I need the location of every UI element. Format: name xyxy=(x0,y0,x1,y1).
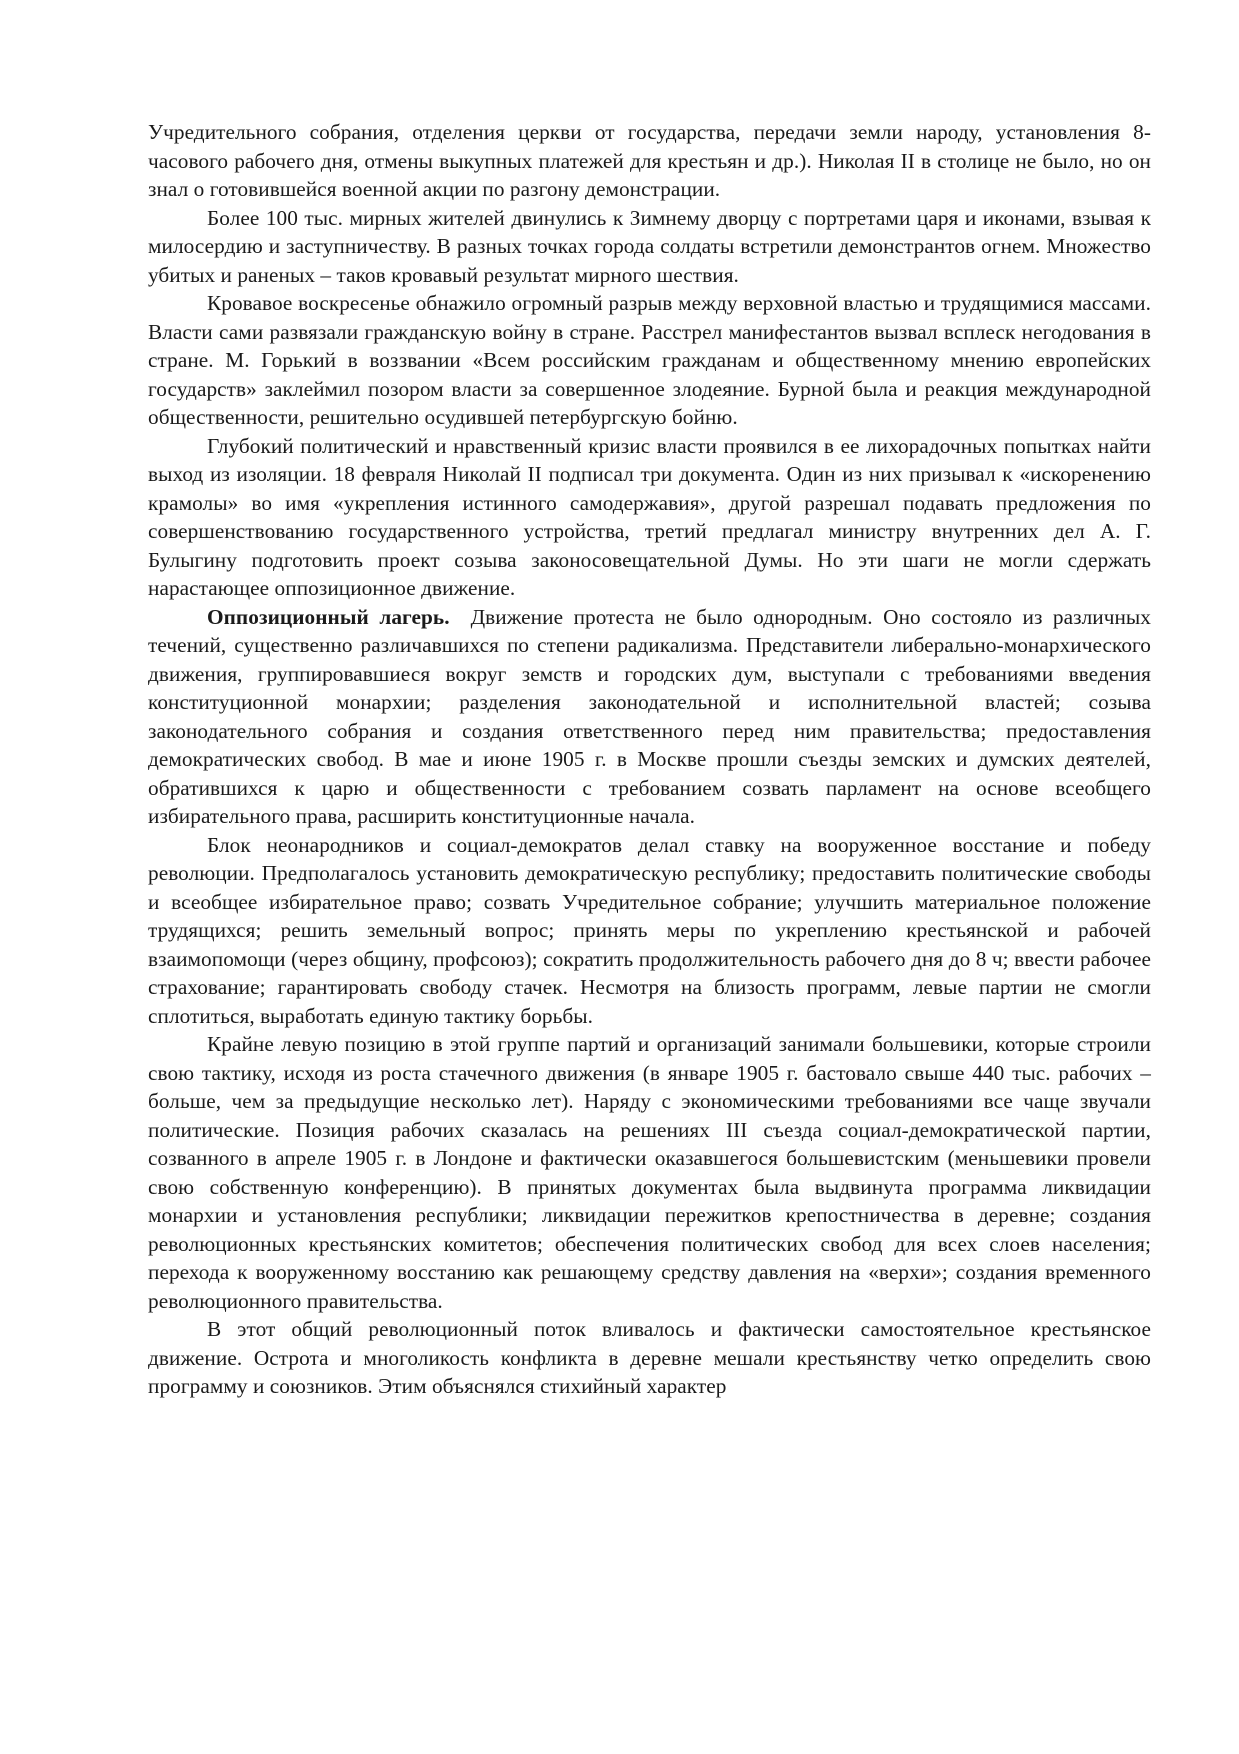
paragraph-7-text: Крайне левую позицию в этой группе партий и организаций занимали большевики, которые строили свою тактику, исходя из роста стачечного движения (в январе 1905 г. бастовало свыше 440 тыс. рабочих – больше, чем за предыдущие несколько лет). Наряду с экономическими требованиями все чаще звучали политические. Позиция рабочих сказалась на решениях III съезда социал-демократической партии, созванного в апреле 1905 г. в Лондоне и фактически оказавшегося большевистским (меньшевики провели свою собственную конференцию). В принятых документах была выдвинута программа ликвидации монархии и установления республики; ликвидации пережитков крепостничества в деревне; создания революционных крестьянских комитетов; обеспечения политических свобод для всех слоев населения; перехода к вооруженному восстанию как решающему средству давления на «верхи»; создания временного революционного правительства. xyxy=(148,1032,1151,1313)
paragraph-4-text: Глубокий политический и нравственный кризис власти проявился в ее лихорадочных попытках найти выход из изоляции. 18 февраля Николай II подписал три документа. Один из них призывал к «искоренению крамолы» во имя «укрепления истинного самодержавия», другой разрешал подавать предложения по совершенствованию государственного устройства, третий предлагал министру внутренних дел А. Г. Булыгину подготовить проект созыва законосовещательной Думы. Но эти шаги не могли сдержать нарастающее оппозиционное движение. xyxy=(148,433,1151,600)
paragraph-3-text: Кровавое воскресенье обнажило огромный разрыв между верховной властью и трудящимися массами. Власти сами развязали гражданскую войну в стране. Расстрел манифестантов вызвал всплеск негодования в стране. М. Горький в воззвании «Всем российским гражданам и общественному мнению европейских государств» заклеймил позором власти за совершенное злодеяние. Бурной была и реакция международной общественности, решительно осудившей петербургскую бойню. xyxy=(148,291,1151,429)
paragraph-4 xyxy=(148,432,1151,603)
paragraph-3 xyxy=(148,289,1151,432)
paragraph-1 xyxy=(148,118,1151,204)
paragraph-1-text: Учредительного собрания, отделения церкви от государства, передачи земли народу, установления 8-часового рабочего дня, отмены выкупных платежей для крестьян и др.). Николая II в столице не было, но он знал о готовившейся военной акции по разгону демонстрации. xyxy=(148,120,1151,201)
paragraph-6-text: Блок неонародников и социал-демократов делал ставку на вооруженное восстание и победу революции. Предполагалось установить демократическую республику; предоставить политические свободы и всеобщее избирательное право; созвать Учредительное собрание; улучшить материальное положение трудящихся; решить земельный вопрос; принять меры по укреплению крестьянской и рабочей взаимопомощи (через общину, профсоюз); сократить продолжительность рабочего дня до 8 ч; ввести рабочее страхование; гарантировать свободу стачек. Несмотря на близость программ, левые партии не смогли сплотиться, выработать единую тактику борьбы. xyxy=(148,832,1151,1028)
paragraph-5-text: Движение протеста не было однородным. Оно состояло из различных течений, существенно различавшихся по степени радикализма. Представители либерально-монархического движения, группировавшиеся вокруг земств и городских дум, выступали с требованиями введения конституционной монархии; разделения законодательной и исполнительной властей; созыва законодательного собрания и создания ответственного перед ним правительства; предоставления демократических свобод. В мае и июне 1905 г. в Москве прошли съезды земских и думских деятелей, обратившихся к царю и общественности с требованием созвать парламент на основе всеобщего избирательного права, расширить конституционные начала. xyxy=(148,604,1151,828)
paragraph-8-text: В этот общий революционный поток вливалось и фактически самостоятельное крестьянское движение. Острота и многоликость конфликта в деревне мешали крестьянству четко определить свою программу и союзников. Этим объяснялся стихийный характер xyxy=(148,1317,1151,1398)
paragraph-8 xyxy=(148,1315,1151,1401)
paragraph-2 xyxy=(148,204,1151,290)
paragraph-2-text: Более 100 тыс. мирных жителей двинулись к Зимнему дворцу с портретами царя и иконами, взывая к милосердию и заступничеству. В разных точках города солдаты встретили демонстрантов огнем. Множество убитых и раненых – таков кровавый результат мирного шествия. xyxy=(148,205,1151,287)
paragraph-5 xyxy=(148,603,1151,831)
document-body xyxy=(148,118,1151,1401)
paragraph-7 xyxy=(148,1030,1151,1315)
paragraph-6 xyxy=(148,831,1151,1031)
section-heading: Оппозиционный лагерь. xyxy=(207,604,450,629)
